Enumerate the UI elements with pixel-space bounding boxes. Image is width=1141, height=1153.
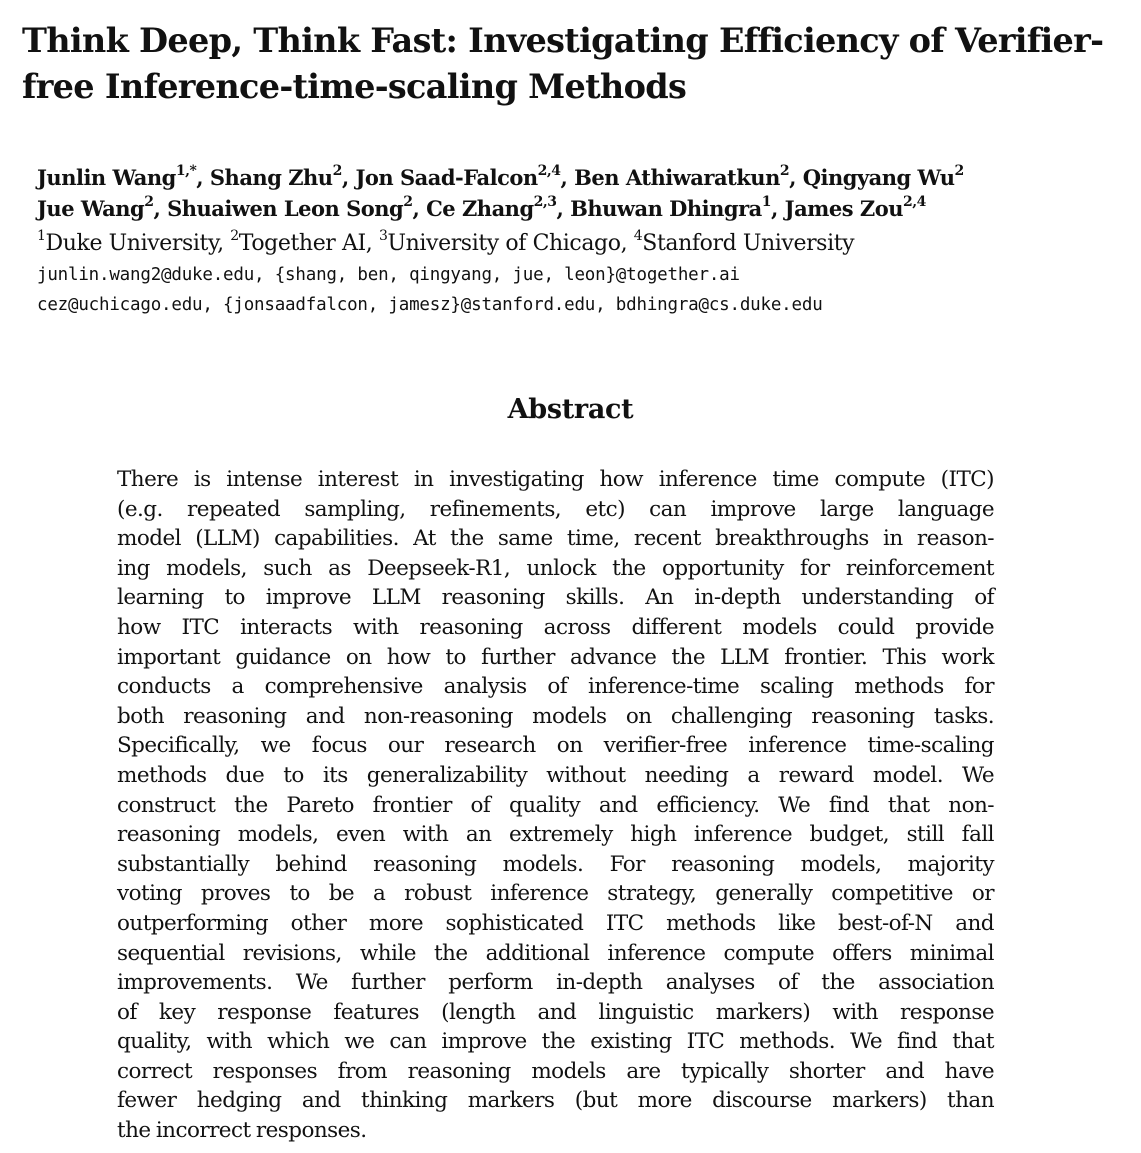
abstract-line: reasoning models, even with an extremely high inference budget, still fall xyxy=(117,822,994,848)
abstract-heading: Abstract xyxy=(507,394,634,425)
abstract-line: both reasoning and non-reasoning models on challenging reasoning tasks. xyxy=(117,703,994,729)
author-affiliation-mark: 1,* xyxy=(175,163,197,179)
paper-title xyxy=(22,18,1122,110)
abstract-line: (e.g. repeated sampling, refinements, etc) can improve large language xyxy=(117,496,994,522)
affiliation-mark: 4 xyxy=(633,227,643,244)
abstract-line: methods due to its generalizability without needing a reward model. We xyxy=(117,762,994,788)
author-affiliation-mark: 2 xyxy=(779,163,790,179)
affiliation-mark: 3 xyxy=(378,227,388,244)
abstract-line: learning to improve LLM reasoning skills. An in-depth understanding of xyxy=(117,585,994,611)
author-name: Bhuwan Dhingra xyxy=(570,196,762,221)
abstract-line: substantially behind reasoning models. For reasoning models, majority xyxy=(117,851,994,877)
author-affiliation-mark: 2,3 xyxy=(533,194,557,210)
affiliation-name: Duke University xyxy=(45,231,218,256)
author-name: James Zou xyxy=(784,196,904,221)
abstract-line: model (LLM) capabilities. At the same time, recent breakthroughs in reason- xyxy=(117,526,994,552)
affiliation-name: University of Chicago xyxy=(387,231,621,256)
author-affiliation-mark: 2 xyxy=(954,163,964,179)
author-affiliation-mark: 2,4 xyxy=(903,194,926,210)
author-affiliation-mark: 1 xyxy=(761,194,772,210)
affiliation-mark: 1 xyxy=(37,227,46,244)
abstract-line: conducts a comprehensive analysis of inference-time scaling methods for xyxy=(117,674,994,700)
author-name: Ce Zhang xyxy=(426,196,534,221)
affiliations: $^1$Duke University, $^2$Together AI, $^3$University of Chicago, $^4$Stanford University xyxy=(37,227,855,256)
abstract-line: sequential revisions, while the additional inference compute offers minimal xyxy=(117,940,994,966)
author-name: Qingyang Wu xyxy=(802,165,955,190)
paper-title-line-2: free Inference-time-scaling Methods xyxy=(22,67,687,106)
author-name: Jon Saad-Falcon xyxy=(355,165,538,190)
abstract-line: construct the Pareto frontier of quality and efficiency. We find that non- xyxy=(117,792,994,818)
abstract-line: how ITC interacts with reasoning across different models could provide xyxy=(117,614,994,640)
author-name: Junlin Wang xyxy=(37,165,176,190)
affiliation-name: Stanford University xyxy=(642,231,855,256)
author-line-1: Junlin Wang$^{1,*}$, Shang Zhu$^2$, Jon Saad-Falcon$^{2,4}$, Ben Athiwaratkun$^2$, Qingyang Wu$^2$ xyxy=(37,163,964,190)
author-name: Shuaiwen Leon Song xyxy=(167,196,404,221)
abstract-line: There is intense interest in investigating how inference time compute (ITC) xyxy=(117,467,994,492)
abstract-line: voting proves to be a robust inference strategy, generally competitive or xyxy=(117,881,994,907)
author-affiliation-mark: 2 xyxy=(403,194,413,210)
abstract-line: Specifically, we focus our research on verifier-free inference time-scaling xyxy=(117,733,994,759)
author-affiliation-mark: 2 xyxy=(144,194,154,210)
author-name: Jue Wang xyxy=(37,196,145,221)
author-name: Ben Athiwaratkun xyxy=(574,165,780,190)
abstract-line: correct responses from reasoning models are typically shorter and have xyxy=(117,1058,994,1084)
author-affiliation-mark: 2 xyxy=(332,163,342,179)
abstract-line: important guidance on how to further advance the LLM frontier. This work xyxy=(117,644,994,670)
author-list xyxy=(37,162,1117,224)
author-line-2: Jue Wang$^2$, Shuaiwen Leon Song$^2$, Ce Zhang$^{2,3}$, Bhuwan Dhingra$^1$, James Zou$^{2,4}$ xyxy=(37,194,926,221)
abstract-line: quality, with which we can improve the existing ITC methods. We find that xyxy=(117,1029,994,1055)
abstract-line: of key response features (length and linguistic markers) with response xyxy=(117,999,994,1025)
affiliation-mark: 2 xyxy=(230,227,239,244)
author-affiliation-mark: 2,4 xyxy=(537,163,561,179)
email-line-2: cez@uchicago.edu, {jonsaadfalcon, jamesz}@stanford.edu, bdhingra@cs.duke.edu xyxy=(37,295,823,315)
paper-title-line-1: Think Deep, Think Fast: Investigating Efficiency of Verifier- xyxy=(22,21,1104,60)
affiliation-name: Together AI xyxy=(238,231,366,256)
abstract-line: improvements. We further perform in-depth analyses of the association xyxy=(117,970,994,996)
abstract-line: ing models, such as Deepseek-R1, unlock the opportunity for reinforcement xyxy=(117,555,994,581)
email-line-1: junlin.wang2@duke.edu, {shang, ben, qingyang, jue, leon}@together.ai xyxy=(37,265,740,285)
abstract-line: the incorrect responses. xyxy=(117,1118,367,1144)
abstract-line: fewer hedging and thinking markers (but more discourse markers) than xyxy=(117,1088,994,1114)
abstract-body xyxy=(117,465,994,1146)
author-name: Shang Zhu xyxy=(209,165,333,190)
abstract-line: outperforming other more sophisticated ITC methods like best-of-N and xyxy=(117,910,994,936)
